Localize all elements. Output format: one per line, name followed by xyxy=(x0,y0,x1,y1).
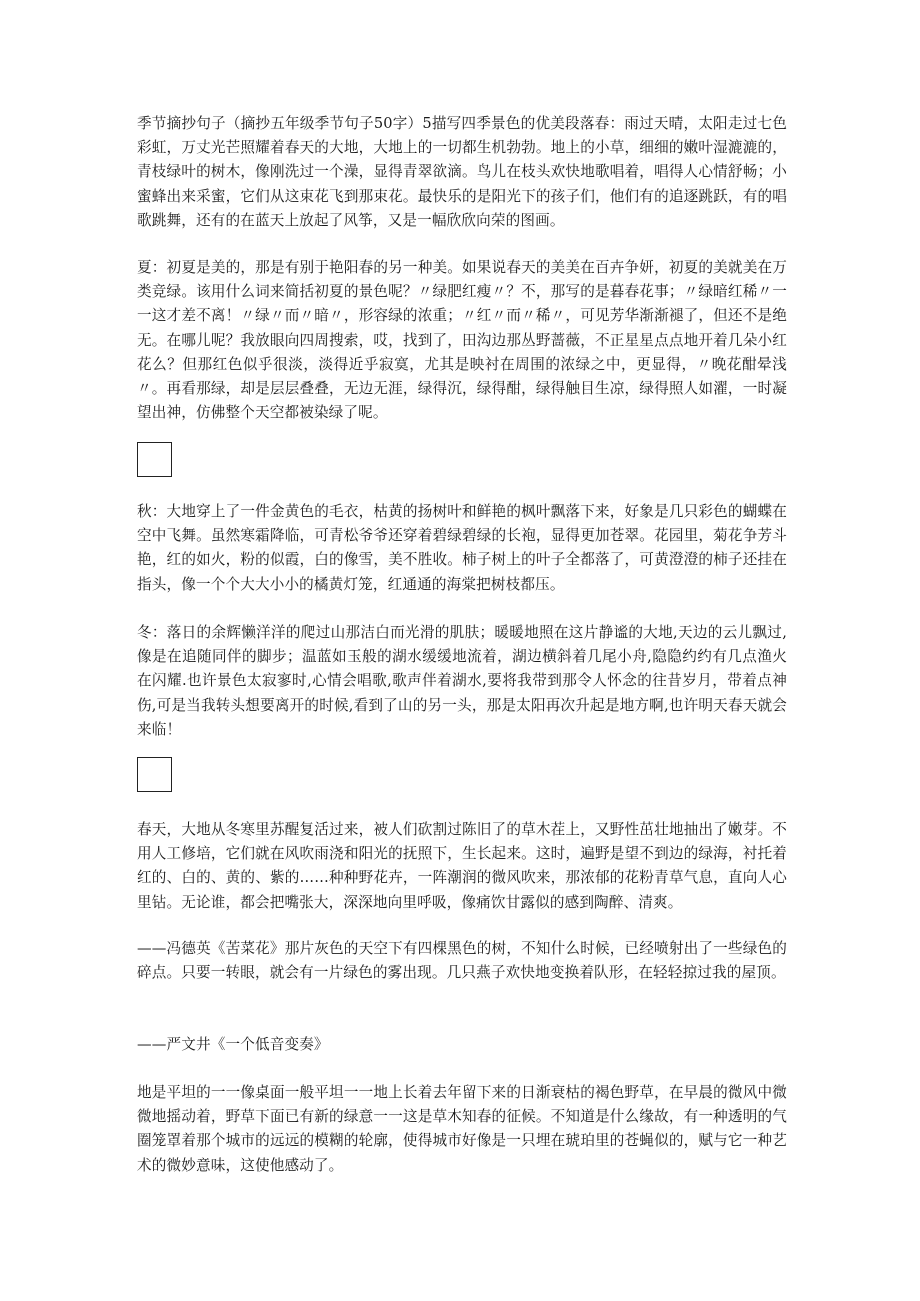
paragraph-spring-intro: 季节摘抄句子（摘抄五年级季节句子50字）5描写四季景色的优美段落春：雨过天晴，太阳走过七色彩虹，万丈光芒照耀着春天的大地，大地上的一切都生机勃勃。地上的小草，细细的嫩叶湿漉漉的，青枝绿叶的树木，像刚洗过一个澡，显得青翠欲滴。鸟儿在枝头欢快地歌唱着，唱得人心情舒畅；小蜜蜂出来采蜜，它们从这束花飞到那束花。最快乐的是阳光下的孩子们，他们有的追逐跳跃，有的唱歌跳舞，还有的在蓝天上放起了风筝，又是一幅欣欣向荣的图画。 xyxy=(137,115,787,229)
image-placeholder-box xyxy=(137,442,172,477)
paragraph-winter: 冬：落日的余辉懒洋洋的爬过山那洁白而光滑的肌肤；暖暖地照在这片静谧的大地,天边的云儿飘过,像是在追随同伴的脚步；温蓝如玉般的湖水缓缓地流着，湖边横斜着几尾小舟,隐隐约约有几点渔火在闪耀.也许景色太寂寥时,心情会唱歌,歌声伴着湖水,要将我带到那令人怀念的往昔岁月，带着点神伤,可是当我转头想要离开的时候,看到了山的另一头，那是太阳再次升起是地方啊,也许明天春天就会来临！ xyxy=(137,624,787,738)
paragraph-autumn: 秋：大地穿上了一件金黄色的毛衣，枯黄的扬树叶和鲜艳的枫叶飘落下来，好象是几只彩色的蝴蝶在空中飞舞。虽然寒霜降临，可青松爷爷还穿着碧绿碧绿的长袍，显得更加苍翠。花园里，菊花争芳斗艳，红的如火，粉的似霞，白的像雪，美不胜收。柿子树上的叶子全都落了，可黄澄澄的柿子还挂在指头，像一个个大大小小的橘黄灯笼，红通通的海棠把树枝都压。 xyxy=(137,503,787,593)
paragraph-summer: 夏：初夏是美的，那是有别于艳阳春的另一种美。如果说春天的美美在百卉争妍，初夏的美就美在万类竞绿。该用什么词来简括初夏的景色呢？〃绿肥红瘦〃？不，那写的是暮春花事；〃绿暗红稀〃一一这才差不离！〃绿〃而〃暗〃，形容绿的浓重；〃红〃而〃稀〃，可见芳华渐渐褪了，但还不是绝无。在哪儿呢？我放眼向四周搜索，哎，找到了，田沟边那丛野蔷薇，不正星星点点地开着几朵小红花么？但那红色似乎很淡，淡得近乎寂寞，尤其是映衬在周围的浓绿之中，更显得，〃晚花酣晕浅〃。再看那绿，却是层层叠叠，无边无涯，绿得沉，绿得酣，绿得触目生凉，绿得照人如濯，一时凝望出神，仿佛整个天空都被染绿了呢。 xyxy=(137,259,787,422)
paragraph-feng-deying-quote: ——冯德英《苦菜花》那片灰色的天空下有四棵黑色的树，不知什么时候，已经喷射出了一些绿色的碎点。只要一转眼，就会有一片绿色的雾出现。几只燕子欢快地变换着队形，在轻轻掠过我的屋顶。 xyxy=(137,940,787,982)
image-placeholder-box xyxy=(137,757,172,792)
paragraph-yan-wenjing-attribution: ——严文井《一个低音变奏》 xyxy=(137,1036,329,1053)
paragraph-flat-land: 地是平坦的一一像桌面一般平坦一一地上长着去年留下来的日渐衰枯的褐色野草，在早晨的微风中微微地摇动着，野草下面已有新的绿意一一这是草木知春的征候。不知道是什么缘故，有一种透明的气圈笼罩着那个城市的远远的模糊的轮廓，使得城市好像是一只埋在琥珀里的苍蝇似的，赋与它一种艺术的微妙意味，这使他感动了。 xyxy=(137,1084,787,1174)
paragraph-spring-landscape: 春天，大地从冬寒里苏醒复活过来，被人们砍割过陈旧了的草木茬上，又野性茁壮地抽出了嫩芽。不用人工修培，它们就在风吹雨浇和阳光的抚照下，生长起来。这时，遍野是望不到边的绿海，衬托着红的、白的、黄的、紫的……种种野花卉，一阵潮润的微风吹来，那浓郁的花粉青草气息，直向人心里钻。无论谁，都会把嘴张大，深深地向里呼吸，像痛饮甘露似的感到陶醉、清爽。 xyxy=(137,821,787,911)
